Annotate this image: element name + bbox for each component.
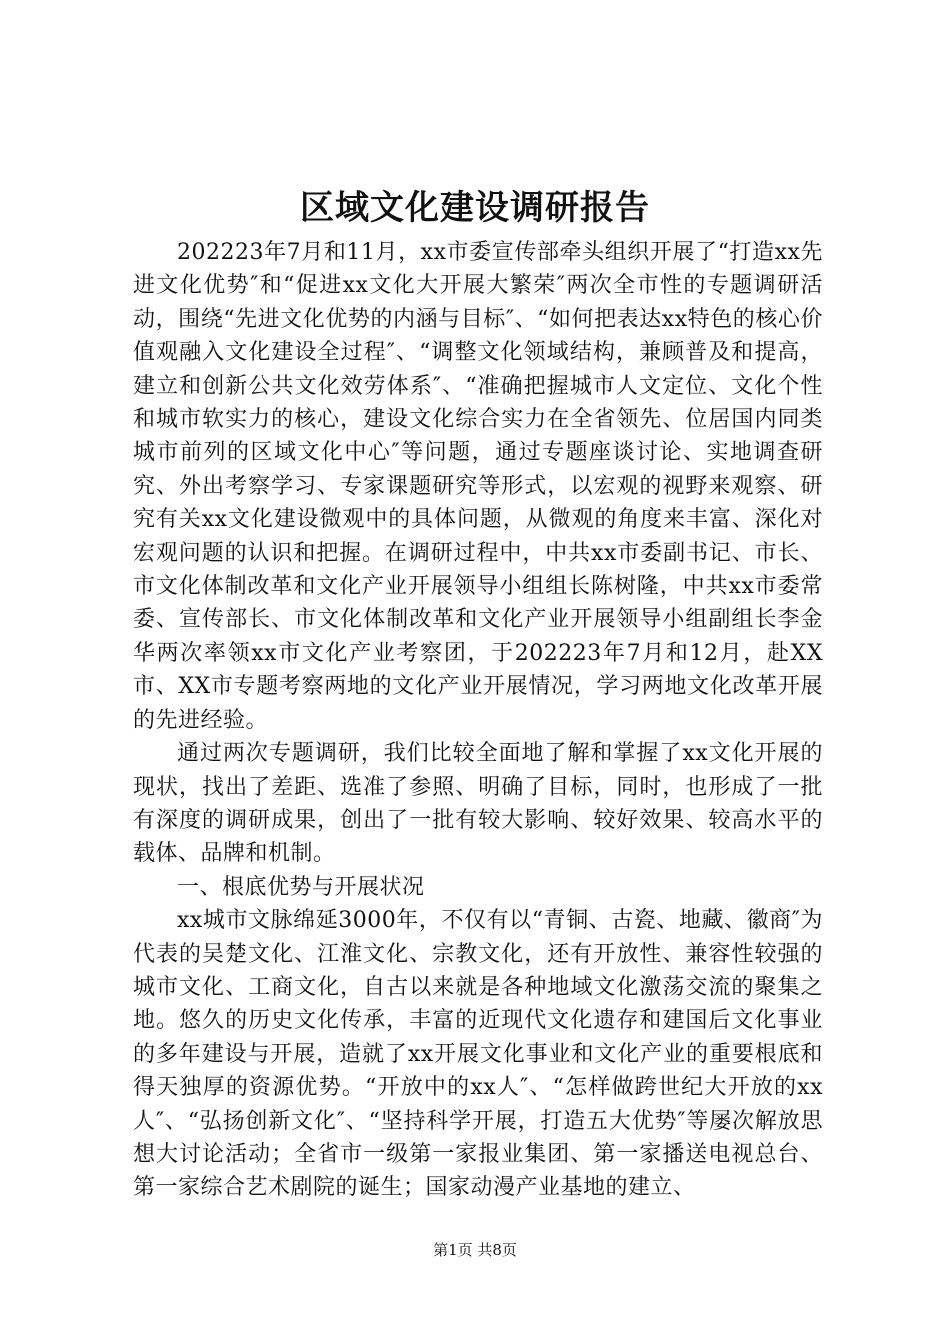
section-heading: 一、根底优势与开展状况 bbox=[177, 874, 425, 900]
page-number-footer: 第1页 共8页 bbox=[433, 1241, 517, 1259]
document-title: 区域文化建设调研报告 bbox=[300, 188, 650, 228]
paragraph-summary: 通过两次专题调研，我们比较全面地了解和掌握了xx文化开展的现状，找出了差距、选准了参照、明确了目标，同时，也形成了一批有深度的调研成果，创出了一批有较大影响、较好效果、较高水平的载体、品牌和机制。 bbox=[133, 741, 823, 867]
paragraph-intro: 202223年7月和11月，xx市委宣传部牵头组织开展了“打造xx先进文化优势″和“促进xx文化大开展大繁荣″两次全市性的专题调研活动，围绕“先进文化优势的内涵与目标″、“如何把表达xx特色的核心价值观融入文化建设全过程″、“调整文化领域结构，兼顾普及和提高，建立和创新公共文化效劳体系″、“准确把握城市人文定位、文化个性和城市软实力的核心，建设文化综合实力在全省领先、位居国内同类城市前列的区域文化中心″等问题，通过专题座谈讨论、实地调查研究、外出考察学习、专家课题研究等形式，以宏观的视野来观察、研究有关xx文化建设微观中的具体问题，从微观的角度来丰富、深化对宏观问题的认识和把握。在调研过程中，中共xx市委副书记、市长、市文化体制改革和文化产业开展领导小组组长陈树隆，中共xx市委常委、宣传部长、市文化体制改革和文化产业开展领导小组副组长李金华两次率领xx市文化产业考察团，于202223年7月和12月，赴XX市、XX市专题考察两地的文化产业开展情况，学习两地文化改革开展的先进经验。 bbox=[133, 240, 823, 733]
paragraph-history: xx城市文脉绵延3000年，不仅有以“青铜、古瓷、地藏、徽商″为代表的吴楚文化、江淮文化、宗教文化，还有开放性、兼容性较强的城市文化、工商文化，自古以来就是各种地域文化激荡交流的聚集之地。悠久的历史文化传承，丰富的近现代文化遗存和建国后文化事业的多年建设与开展，造就了xx开展文化事业和文化产业的重要根底和得天独厚的资源优势。“开放中的xx人″、“怎样做跨世纪大开放的xx人″、“弘扬创新文化″、“坚持科学开展，打造五大优势″等屡次解放思想大讨论活动；全省市一级第一家报业集团、第一家播送电视总台、第一家综合艺术剧院的诞生；国家动漫产业基地的建立、 bbox=[133, 908, 823, 1201]
document-body bbox=[133, 236, 823, 1205]
